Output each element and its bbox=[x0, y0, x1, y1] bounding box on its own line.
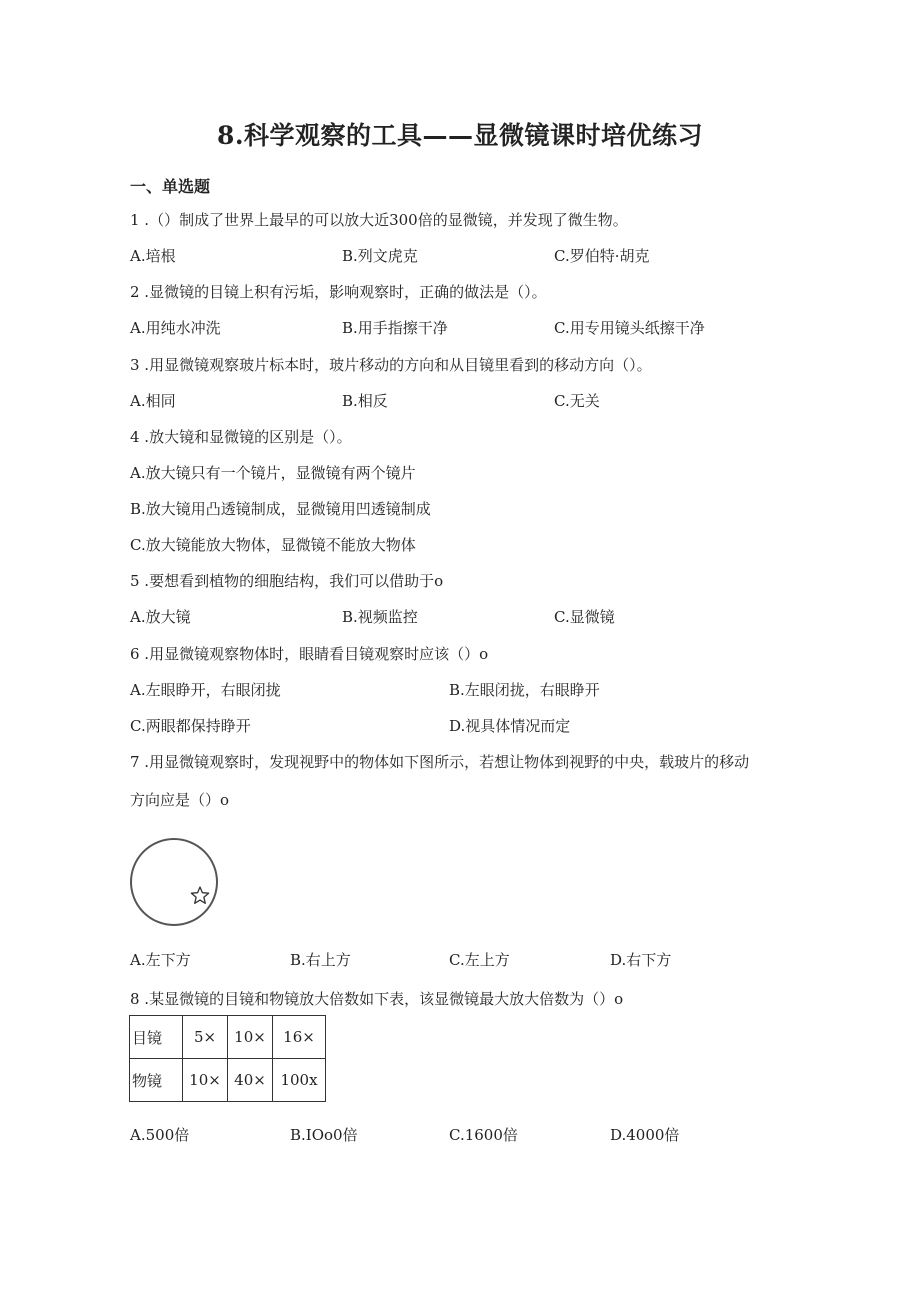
question-4-stem: 4 .放大镜和显微镜的区别是（）。 bbox=[130, 428, 352, 446]
field-circle bbox=[131, 839, 217, 925]
q1-option-a: A.培根 bbox=[130, 247, 176, 265]
q8-option-a: A.500倍 bbox=[130, 1126, 190, 1144]
q7-option-c: C.左上方 bbox=[449, 951, 510, 969]
question-5-stem: 5 .要想看到植物的细胞结构，我们可以借助于o bbox=[130, 572, 444, 590]
q8-option-d: D.4000倍 bbox=[610, 1126, 680, 1144]
q5-option-b: B.视频监控 bbox=[342, 608, 418, 626]
q3-option-c: C.无关 bbox=[554, 392, 600, 410]
q6-option-c: C.两眼都保持睁开 bbox=[130, 717, 251, 735]
q3-option-b: B.相反 bbox=[342, 392, 388, 410]
q8-option-b: B.IOo0倍 bbox=[290, 1126, 358, 1144]
page-title: 8.科学观察的工具——显微镜课时培优练习 bbox=[216, 121, 704, 150]
question-7-stem-line-2: 方向应是（）o bbox=[130, 791, 230, 809]
star-icon bbox=[191, 887, 208, 903]
question-6-stem: 6 .用显微镜观察物体时，眼睛看目镜观察时应该（）o bbox=[130, 645, 489, 663]
q6-option-a: A.左眼睁开，右眼闭拢 bbox=[130, 681, 281, 699]
question-3-stem: 3 .用显微镜观察玻片标本时，玻片移动的方向和从目镜里看到的移动方向（）。 bbox=[130, 356, 652, 374]
q1-option-b: B.列文虎克 bbox=[342, 247, 418, 265]
table-cell: 10× bbox=[228, 1016, 273, 1059]
row-label-objective: 物镜 bbox=[130, 1059, 183, 1102]
table-row bbox=[130, 1059, 326, 1102]
table-cell: 5× bbox=[183, 1016, 228, 1059]
table-cell: 100x bbox=[273, 1059, 326, 1102]
q2-option-a: A.用纯水冲洗 bbox=[130, 319, 221, 337]
q5-option-c: C.显微镜 bbox=[554, 608, 615, 626]
question-1-stem: 1 .（）制成了世界上最早的可以放大近300倍的显微镜，并发现了微生物。 bbox=[130, 211, 628, 229]
q7-option-b: B.右上方 bbox=[290, 951, 351, 969]
q5-option-a: A.放大镜 bbox=[130, 608, 191, 626]
table-cell: 10× bbox=[183, 1059, 228, 1102]
question-2-stem: 2 .显微镜的目镜上积有污垢，影响观察时，正确的做法是（）。 bbox=[130, 283, 547, 301]
question-7-stem-line-1: 7 .用显微镜观察时，发现视野中的物体如下图所示，若想让物体到视野的中央，载玻片的移动 bbox=[130, 753, 750, 771]
q4-option-c: C.放大镜能放大物体，显微镜不能放大物体 bbox=[130, 536, 416, 554]
q7-option-a: A.左下方 bbox=[130, 951, 191, 969]
q2-option-c: C.用专用镜头纸擦干净 bbox=[554, 319, 705, 337]
q6-option-b: B.左眼闭拢，右眼睁开 bbox=[449, 681, 600, 699]
q4-option-a: A.放大镜只有一个镜片，显微镜有两个镜片 bbox=[130, 464, 416, 482]
question-8-stem: 8 .某显微镜的目镜和物镜放大倍数如下表，该显微镜最大放大倍数为（）o bbox=[130, 990, 624, 1008]
q2-option-b: B.用手指擦干净 bbox=[342, 319, 448, 337]
table-cell: 40× bbox=[228, 1059, 273, 1102]
q3-option-a: A.相同 bbox=[130, 392, 176, 410]
q1-option-c: C.罗伯特·胡克 bbox=[554, 247, 650, 265]
microscope-field-of-view bbox=[126, 834, 222, 930]
q4-option-b: B.放大镜用凸透镜制成，显微镜用凹透镜制成 bbox=[130, 500, 431, 518]
section-heading: 一、单选题 bbox=[130, 177, 211, 196]
q8-option-c: C.1600倍 bbox=[449, 1126, 518, 1144]
table-cell: 16× bbox=[273, 1016, 326, 1059]
table-row bbox=[130, 1016, 326, 1059]
q6-option-d: D.视具体情况而定 bbox=[449, 717, 571, 735]
q7-option-d: D.右下方 bbox=[610, 951, 672, 969]
row-label-eyepiece: 目镜 bbox=[130, 1016, 183, 1059]
magnification-table bbox=[129, 1015, 326, 1102]
